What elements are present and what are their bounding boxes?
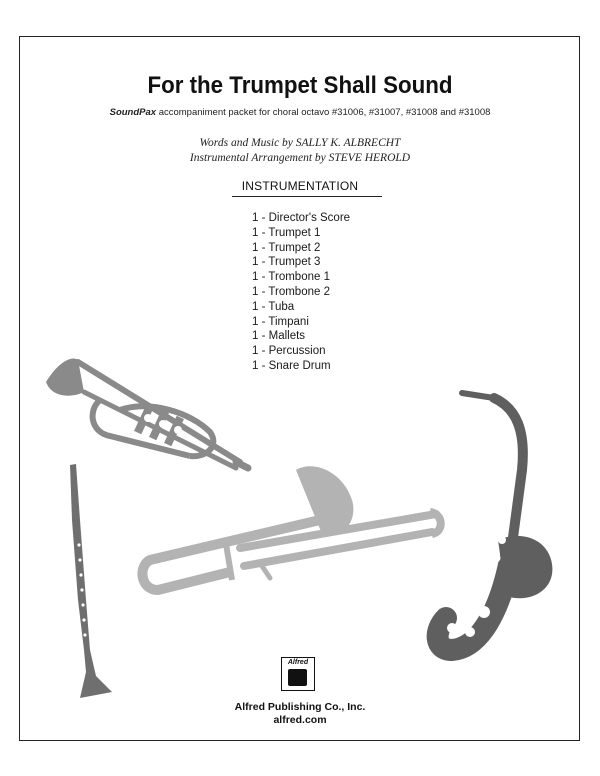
instrumentation-heading: INSTRUMENTATION: [241, 179, 359, 193]
part-item: 1 - Trumpet 1: [252, 226, 321, 239]
part-item: 1 - Trumpet 3: [252, 256, 321, 269]
credit-arrangement: Instrumental Arrangement by STEVE HEROLD: [189, 152, 411, 164]
page-title: For the Trumpet Shall Sound: [147, 72, 453, 99]
alfred-logo: [281, 657, 315, 691]
trumpet-illustration: [46, 358, 248, 468]
part-item: 1 - Trumpet 2: [252, 241, 321, 254]
logo-word: Alfred: [287, 659, 309, 666]
part-item: 1 - Mallets: [252, 330, 306, 343]
credit-words-music: Words and Music by SALLY K. ALBRECHT: [199, 137, 401, 149]
part-item: 1 - Trombone 2: [252, 285, 330, 298]
publisher-name: Alfred Publishing Co., Inc.: [234, 701, 366, 713]
trombone-illustration: [142, 466, 440, 590]
logo-mark-icon: [288, 669, 307, 686]
part-item: 1 - Snare Drum: [252, 359, 331, 372]
part-item: 1 - Director's Score: [252, 212, 351, 224]
subtitle-brand: SoundPax: [109, 107, 157, 118]
publisher-block: [0, 701, 600, 727]
part-item: 1 - Trombone 1: [252, 271, 330, 284]
part-item: 1 - Percussion: [252, 345, 326, 358]
part-item: 1 - Tuba: [252, 300, 295, 313]
part-item: 1 - Timpani: [252, 315, 309, 328]
clarinet-illustration: [70, 464, 112, 698]
saxophone-illustration: [438, 393, 553, 650]
subtitle-text: accompaniment packet for choral octavo #31006, #31007, #31008 and #31008: [156, 107, 491, 118]
publisher-website: alfred.com: [273, 714, 327, 726]
